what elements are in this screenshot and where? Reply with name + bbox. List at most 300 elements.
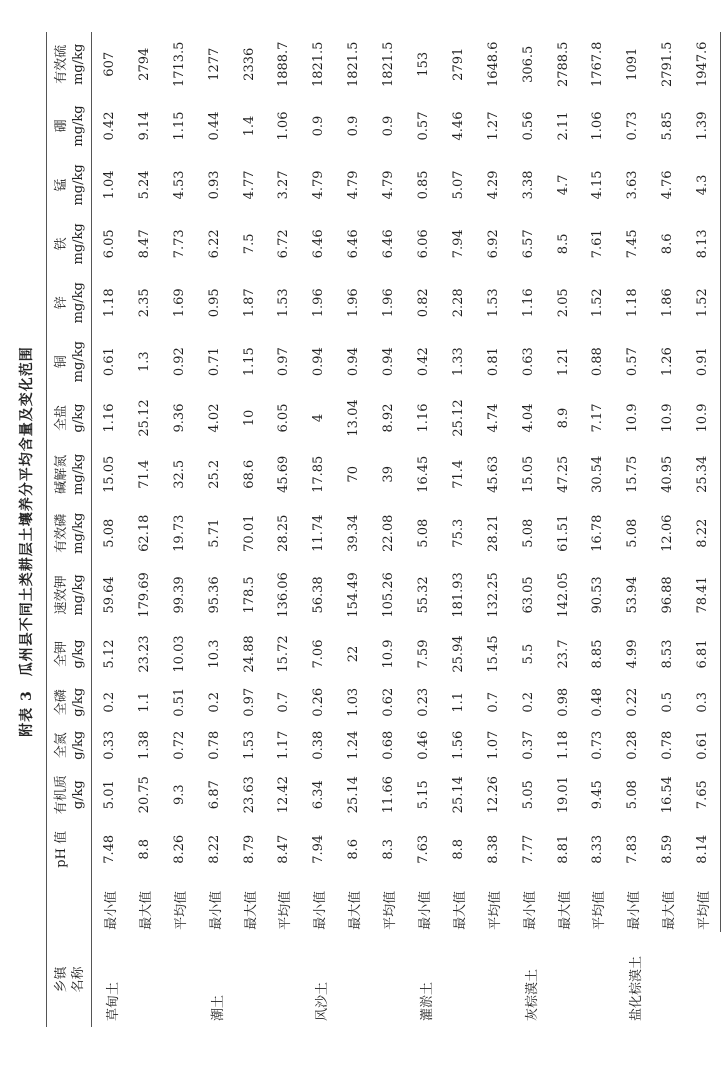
table-cell: 5.08 (625, 518, 641, 548)
table-cell: 1.33 (450, 347, 466, 377)
table-cell: 8.47 (136, 229, 152, 259)
header-col-unit: g/kg (70, 627, 92, 681)
table-cell: 6.72 (276, 229, 292, 259)
table-cell: 1947.6 (685, 32, 720, 97)
table-cell: 4.76 (660, 170, 676, 200)
table-row (197, 32, 232, 1027)
stat-label: 平均值 (487, 890, 503, 930)
table-cell: 25.94 (450, 635, 466, 673)
table-row (615, 32, 650, 1027)
header-col-name: 有机质 (47, 767, 71, 823)
table-cell: 1.56 (450, 730, 466, 760)
table-cell: 8.22 (206, 834, 222, 864)
table-cell: 8.26 (171, 834, 187, 864)
table-cell: 53.94 (625, 576, 641, 614)
table-cell: 4.46 (450, 111, 466, 141)
table-row (546, 32, 581, 1027)
table-cell: 0.9 (381, 115, 397, 137)
table-cell: 7.48 (101, 834, 117, 864)
table-cell: 0.61 (101, 347, 117, 377)
soil-type-name: 潮土 (210, 994, 226, 1021)
table-cell: 8.9 (555, 407, 571, 429)
table-cell: 8.85 (590, 639, 606, 669)
table-cell: 61.51 (555, 514, 571, 552)
table-cell: 0.2 (101, 691, 117, 713)
header-col-name: 有效磷 (47, 504, 71, 563)
table-cell: 0.94 (381, 347, 397, 377)
table-cell: 32.5 (171, 459, 187, 489)
header-col-unit: mg/kg (70, 97, 92, 156)
table-cell: 1.53 (276, 288, 292, 318)
stat-label: 最小值 (208, 890, 224, 930)
table-cell: 78.41 (685, 563, 720, 627)
table-cell: 10.9 (625, 403, 641, 433)
table-cell: 1.18 (625, 288, 641, 318)
soil-type-name: 灰棕漠土 (524, 968, 540, 1021)
table-cell: 13.04 (346, 399, 362, 437)
table-cell: 0.73 (590, 730, 606, 760)
table-cell: 8.6 (346, 838, 362, 860)
table-cell: 25.14 (450, 776, 466, 814)
table-cell: 40.95 (660, 455, 676, 493)
table-cell: 2.28 (450, 288, 466, 318)
header-row-names (47, 32, 71, 1027)
table-cell: 17.85 (311, 455, 327, 493)
table-cell: 59.64 (101, 576, 117, 614)
table-cell: 2.05 (555, 288, 571, 318)
header-row-units (70, 32, 92, 1027)
table-cell: 12.06 (660, 514, 676, 552)
table-cell: 0.61 (685, 724, 720, 767)
table-cell: 1.1 (136, 691, 152, 713)
header-col-name: 速效钾 (47, 563, 71, 627)
table-cell: 7.45 (625, 229, 641, 259)
stat-label: 最小值 (417, 890, 433, 930)
table-cell: 39.34 (346, 514, 362, 552)
table-cell: 1648.6 (485, 41, 501, 88)
table-cell: 0.97 (276, 347, 292, 377)
table-cell: 0.95 (206, 288, 222, 318)
table-cell: 5.08 (625, 780, 641, 810)
table-cell: 23.23 (136, 635, 152, 673)
table-cell: 1.03 (346, 687, 362, 717)
table-cell: 2336 (241, 47, 257, 81)
table-cell: 56.38 (311, 576, 327, 614)
stat-label: 最小值 (103, 890, 119, 930)
table-cell: 0.7 (485, 691, 501, 713)
table-cell: 0.93 (206, 170, 222, 200)
table-cell: 8.92 (381, 403, 397, 433)
table-cell: 6.46 (346, 229, 362, 259)
table-cell: 25.12 (450, 399, 466, 437)
table-cell: 8.14 (685, 823, 720, 876)
table-cell: 1821.5 (311, 41, 327, 88)
table-cell: 4.79 (311, 170, 327, 200)
caption-title: 瓜州县不同土类耕层土壤养分平均含量及变化范围 (19, 346, 35, 677)
table-cell: 105.26 (381, 572, 397, 618)
table-cell: 16.45 (415, 455, 431, 493)
table-cell: 0.46 (415, 730, 431, 760)
table-cell: 607 (101, 51, 117, 77)
table-cell: 8.3 (381, 838, 397, 860)
header-col-unit: mg/kg (70, 332, 92, 391)
table-cell: 4.79 (346, 170, 362, 200)
table-cell: 6.46 (381, 229, 397, 259)
table-cell: 6.22 (206, 229, 222, 259)
caption-prefix: 附表 3 (19, 690, 35, 737)
table-cell: 0.71 (206, 347, 222, 377)
table-cell: 8.53 (660, 639, 676, 669)
table-cell: 4.53 (171, 170, 187, 200)
table-cell: 0.9 (311, 115, 327, 137)
table-cell: 24.88 (241, 635, 257, 673)
table-cell: 12.26 (485, 776, 501, 814)
table-cell: 7.94 (311, 834, 327, 864)
header-col-unit: mg/kg (70, 155, 92, 214)
stat-label: 最小值 (627, 890, 643, 930)
header-col-name: 锌 (47, 273, 71, 332)
table-cell: 7.83 (625, 834, 641, 864)
table-cell: 0.22 (625, 687, 641, 717)
table-cell: 0.33 (101, 730, 117, 760)
table-cell: 63.05 (520, 576, 536, 614)
table-cell: 0.81 (485, 347, 501, 377)
table-cell: 0.72 (171, 730, 187, 760)
table-cell: 9.3 (171, 784, 187, 806)
header-col-unit: mg/kg (70, 445, 92, 504)
table-cell: 19.73 (171, 514, 187, 552)
table-cell: 7.17 (590, 403, 606, 433)
table-cell: 5.08 (415, 518, 431, 548)
header-col-unit: g/kg (70, 767, 92, 823)
table-cell: 0.28 (625, 730, 641, 760)
table-cell: 68.6 (241, 459, 257, 489)
table-cell: 6.87 (206, 780, 222, 810)
stat-label: 平均值 (173, 890, 189, 930)
stat-label: 平均值 (592, 890, 608, 930)
table-cell: 153 (415, 51, 431, 77)
table-cell: 4.7 (555, 174, 571, 196)
header-col-name: 碱解氮 (47, 445, 71, 504)
table-cell: 39 (381, 466, 397, 483)
table-cell: 4.99 (625, 639, 641, 669)
table-cell: 0.85 (415, 170, 431, 200)
table-cell: 4.74 (485, 403, 501, 433)
table-body (92, 32, 721, 1027)
header-name: 名称 (70, 932, 92, 1027)
table-cell: 10.03 (171, 635, 187, 673)
table-cell: 142.05 (555, 572, 571, 618)
table-cell: 71.4 (450, 459, 466, 489)
table-cell: 62.18 (136, 514, 152, 552)
table-cell: 25.14 (346, 776, 362, 814)
table-cell: 6.05 (276, 403, 292, 433)
table-cell: 9.36 (171, 403, 187, 433)
table-cell: 10.9 (660, 403, 676, 433)
table-cell: 1.18 (101, 288, 117, 318)
table-cell: 5.15 (415, 780, 431, 810)
table-cell: 0.2 (206, 691, 222, 713)
table-cell: 0.2 (520, 691, 536, 713)
table-cell: 3.63 (625, 170, 641, 200)
table-cell: 5.08 (520, 518, 536, 548)
table-cell: 4.77 (241, 170, 257, 200)
header-col-unit: mg/kg (70, 504, 92, 563)
table-cell: 4.3 (685, 155, 720, 214)
header-township: 乡镇 (47, 932, 71, 1027)
header-col-unit (70, 823, 92, 876)
table-cell: 2788.5 (555, 41, 571, 88)
table-cell: 2794 (136, 47, 152, 81)
header-col-unit: g/kg (70, 724, 92, 767)
table-cell: 8.8 (450, 838, 466, 860)
stat-label: 最大值 (138, 890, 154, 930)
table-cell: 0.7 (276, 691, 292, 713)
table-cell: 45.63 (485, 455, 501, 493)
table-cell: 1.52 (590, 288, 606, 318)
table-cell: 0.92 (171, 347, 187, 377)
table-cell: 179.69 (136, 572, 152, 618)
table-cell: 7.06 (311, 639, 327, 669)
table-cell: 1.26 (660, 347, 676, 377)
soil-type-name: 灌淤土 (420, 981, 436, 1021)
table-cell: 1.96 (381, 288, 397, 318)
table-cell: 11.74 (311, 514, 327, 552)
table-cell: 1888.7 (276, 41, 292, 88)
table-cell: 10.3 (206, 639, 222, 669)
table-cell: 0.44 (206, 111, 222, 141)
table-cell: 4.02 (206, 403, 222, 433)
table-cell: 1.04 (101, 170, 117, 200)
header-col-unit: mg/kg (70, 273, 92, 332)
table-cell: 7.94 (450, 229, 466, 259)
table-cell: 70 (346, 466, 362, 483)
header-stat-blank (47, 876, 71, 932)
table-cell: 23.7 (555, 639, 571, 669)
table-cell: 5.71 (206, 518, 222, 548)
table-cell: 0.48 (590, 687, 606, 717)
header-col-name: 全盐 (47, 391, 71, 445)
header-col-unit: mg/kg (70, 563, 92, 627)
table-cell: 8.81 (555, 834, 571, 864)
table-row (406, 32, 441, 1027)
table-cell: 8.6 (660, 233, 676, 255)
table-cell: 0.63 (520, 347, 536, 377)
table-cell: 7.59 (415, 639, 431, 669)
table-cell: 154.49 (346, 572, 362, 618)
table-cell: 1.96 (311, 288, 327, 318)
table-cell: 75.3 (450, 518, 466, 548)
table-cell: 2.11 (555, 111, 571, 141)
soil-nutrient-table (46, 32, 721, 1027)
table-cell: 9.14 (136, 111, 152, 141)
table-row (685, 32, 720, 1027)
table-cell: 8.5 (555, 233, 571, 255)
table-cell: 0.97 (241, 687, 257, 717)
table-cell: 6.57 (520, 229, 536, 259)
table-cell: 1.3 (136, 351, 152, 373)
table-row (232, 32, 267, 1027)
table-cell: 1.39 (685, 97, 720, 156)
table-cell: 10.9 (685, 391, 720, 445)
table-cell: 0.42 (415, 347, 431, 377)
table-cell: 0.38 (311, 730, 327, 760)
table-cell: 6.92 (485, 229, 501, 259)
table-cell: 5.85 (660, 111, 676, 141)
table-cell: 7.65 (685, 767, 720, 823)
table-cell: 4.79 (381, 170, 397, 200)
stat-label: 最大值 (243, 890, 259, 930)
table-cell: 15.05 (520, 455, 536, 493)
table-cell: 1.06 (276, 111, 292, 141)
table-cell: 28.21 (485, 514, 501, 552)
header-col-name: pH 值 (47, 823, 71, 876)
table-cell: 0.23 (415, 687, 431, 717)
table-cell: 1.16 (101, 403, 117, 433)
table-cell: 10 (241, 409, 257, 427)
table-row (441, 32, 476, 1027)
table-cell: 2791.5 (660, 41, 676, 88)
table-cell: 16.54 (660, 776, 676, 814)
table-cell: 0.26 (311, 687, 327, 717)
table-cell: 30.54 (590, 455, 606, 493)
table-cell: 0.57 (415, 111, 431, 141)
table-cell: 8.47 (276, 834, 292, 864)
header-col-name: 锰 (47, 155, 71, 214)
header-col-unit: g/kg (70, 391, 92, 445)
table-cell: 1.52 (685, 273, 720, 332)
table-cell: 6.46 (311, 229, 327, 259)
table-cell: 15.72 (276, 635, 292, 673)
soil-type-name: 盐化棕漠土 (629, 955, 645, 1021)
table-row (476, 32, 511, 1027)
table-cell: 7.63 (415, 834, 431, 864)
table-cell: 10.9 (381, 639, 397, 669)
table-cell: 0.5 (660, 691, 676, 713)
table-cell: 47.25 (555, 455, 571, 493)
table-cell: 0.62 (381, 687, 397, 717)
table-cell: 28.25 (276, 514, 292, 552)
table-cell: 0.68 (381, 730, 397, 760)
table-cell: 7.73 (171, 229, 187, 259)
table-cell: 15.05 (101, 455, 117, 493)
table-cell: 3.27 (276, 170, 292, 200)
stat-label: 最大值 (557, 890, 573, 930)
table-cell: 90.53 (590, 576, 606, 614)
table-cell: 95.36 (206, 576, 222, 614)
table-cell: 1.16 (520, 288, 536, 318)
table-cell: 23.63 (241, 776, 257, 814)
table-cell: 132.25 (485, 572, 501, 618)
table-cell: 0.91 (685, 332, 720, 391)
table-cell: 6.06 (415, 229, 431, 259)
table-cell: 15.45 (485, 635, 501, 673)
table-row (511, 32, 546, 1027)
table-cell: 1.17 (276, 730, 292, 760)
table-cell: 1.87 (241, 288, 257, 318)
stat-label: 平均值 (685, 876, 720, 932)
table-cell: 25.2 (206, 459, 222, 489)
table-cell: 0.37 (520, 730, 536, 760)
table-cell: 8.38 (485, 834, 501, 864)
table-cell: 0.57 (625, 347, 641, 377)
table-cell: 1.53 (485, 288, 501, 318)
table-cell: 1.69 (171, 288, 187, 318)
table-cell: 1.07 (485, 730, 501, 760)
soil-type-name: 草甸土 (106, 981, 121, 1021)
table-cell: 1821.5 (381, 41, 397, 88)
table-cell: 1.1 (450, 691, 466, 713)
table-cell: 5.05 (520, 780, 536, 810)
table-cell: 71.4 (136, 459, 152, 489)
table-cell: 1277 (206, 47, 222, 81)
header-col-unit: g/kg (70, 681, 92, 724)
table-row (650, 32, 685, 1027)
table-cell: 1.96 (346, 288, 362, 318)
table-cell: 9.45 (590, 780, 606, 810)
table-cell: 1.53 (241, 730, 257, 760)
table-cell: 5.07 (450, 170, 466, 200)
table-cell: 4 (311, 413, 327, 423)
table-cell: 8.33 (590, 834, 606, 864)
table-cell: 5.01 (101, 780, 117, 810)
header-col-name: 铁 (47, 214, 71, 273)
stat-label: 平均值 (383, 890, 399, 930)
table-cell: 0.9 (346, 115, 362, 137)
table-cell: 6.05 (101, 229, 117, 259)
table-cell: 0.94 (346, 347, 362, 377)
stat-label: 最小值 (313, 890, 329, 930)
table-cell: 22 (346, 645, 362, 663)
stat-label: 最大值 (452, 890, 468, 930)
table-caption (16, 0, 36, 1069)
table-cell: 55.32 (415, 576, 431, 614)
header-col-unit: mg/kg (70, 32, 92, 97)
table-cell: 4.15 (590, 170, 606, 200)
header-col-name: 硼 (47, 97, 71, 156)
table-cell: 19.01 (555, 776, 571, 814)
header-col-name: 有效硫 (47, 32, 71, 97)
table-cell: 96.88 (660, 576, 676, 614)
table-cell: 6.81 (685, 627, 720, 681)
table-row (266, 32, 301, 1027)
table-cell: 70.01 (241, 514, 257, 552)
table-cell: 181.93 (450, 572, 466, 618)
table-row (336, 32, 371, 1027)
table-cell: 20.75 (136, 776, 152, 814)
table-cell: 45.69 (276, 455, 292, 493)
table-cell: 136.06 (276, 572, 292, 618)
table-cell: 2.35 (136, 288, 152, 318)
table-cell: 8.59 (660, 834, 676, 864)
table-cell: 99.39 (171, 576, 187, 614)
table-cell: 0.56 (520, 111, 536, 141)
stat-label: 最小值 (522, 890, 538, 930)
table-cell: 1.86 (660, 288, 676, 318)
table-cell: 1.15 (241, 347, 257, 377)
table-cell: 1.24 (346, 730, 362, 760)
table-cell: 0.42 (101, 111, 117, 141)
table-cell: 22.08 (381, 514, 397, 552)
table-cell: 8.79 (241, 834, 257, 864)
table-row (301, 32, 336, 1027)
table-cell: 8.22 (685, 504, 720, 563)
table-cell: 1091 (625, 47, 641, 81)
table-cell: 0.3 (685, 681, 720, 724)
header-stat-blank-2 (70, 876, 92, 932)
table-cell: 7.61 (590, 229, 606, 259)
table-cell: 1.4 (241, 115, 257, 137)
